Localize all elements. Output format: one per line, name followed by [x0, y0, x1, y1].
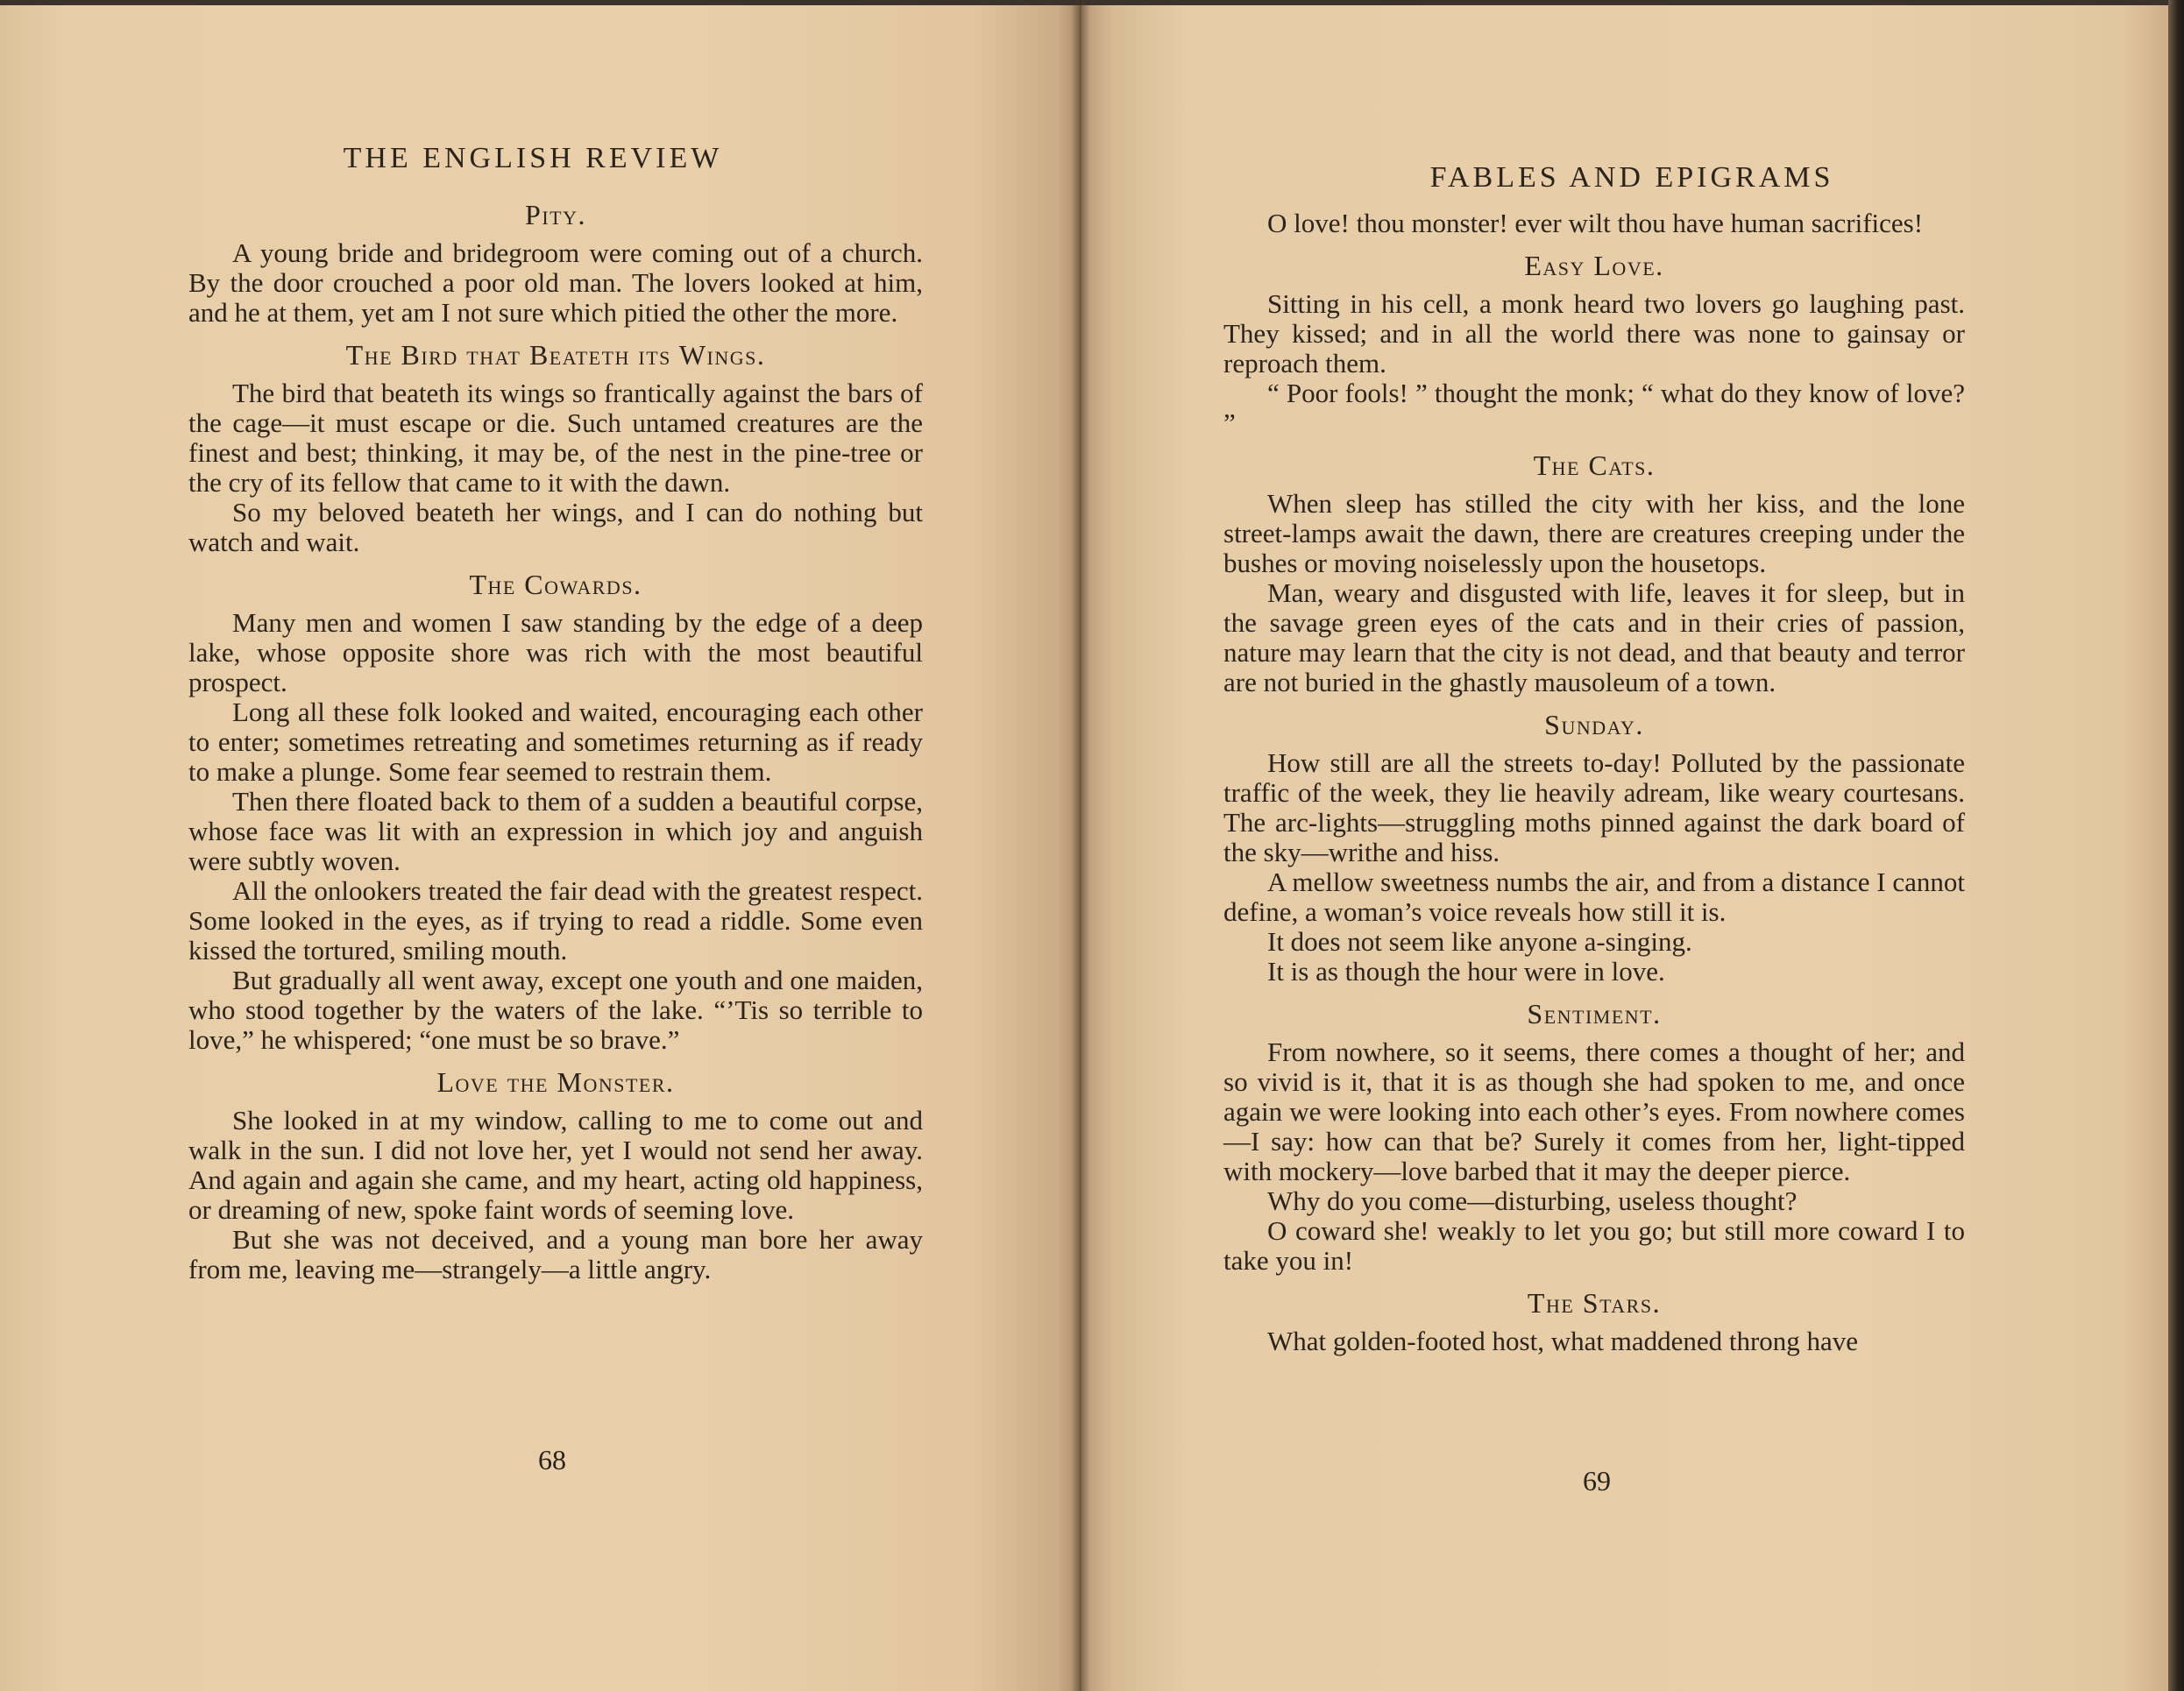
paragraph: “ Poor fools! ” thought the monk; “ what do they know of love? ” — [1223, 378, 1965, 438]
paragraph: But she was not deceived, and a young man bore her away from me, leaving me—strangely—a little angry. — [188, 1224, 923, 1284]
paragraph: A mellow sweetness numbs the air, and from a distance I cannot define, a woman’s voice reveals how still it is. — [1223, 867, 1965, 927]
running-head-left: THE ENGLISH REVIEW — [343, 142, 723, 174]
paragraph: What golden-footed host, what maddened throng have — [1267, 1326, 1859, 1356]
section-title-cowards: The Cowards. — [469, 569, 642, 600]
paragraph: She looked in at my window, calling to me to come out and walk in the sun. I did not love her, yet I would not send her away. And again and again she came, and my heart, acting old happiness, or dreaming of new, spoke faint words of seeming love. — [188, 1105, 923, 1225]
paragraph: All the onlookers treated the fair dead with the greatest respect. Some looked in the eyes, as if trying to read a riddle. Some even kissed the tortured, smiling mouth. — [188, 875, 923, 966]
paragraph: So my beloved beateth her wings, and I can do nothing but watch and wait. — [188, 497, 923, 557]
paragraph: From nowhere, so it seems, there comes a thought of her; and so vivid is it, that it is as though she had spoken to me, and once again we were looking into each other’s eyes. From nowhere comes—I say: how can that be? Surely it comes from her, light-tipped with mockery—love barbed that it may the deeper pierce. — [1223, 1037, 1965, 1186]
section-title-cats: The Cats. — [1533, 449, 1656, 481]
paragraph: It does not seem like anyone a-singing. — [1267, 926, 1692, 957]
section-title-bird: The Bird that Beateth its Wings. — [345, 339, 766, 371]
paragraph: But gradually all went away, except one youth and one maiden, who stood together by the waters of the lake. “’Tis so terrible to love,” he whispered; “one must be so brave.” — [188, 965, 923, 1055]
running-head-right: FABLES AND EPIGRAMS — [1429, 161, 1834, 194]
paragraph: It is as though the hour were in love. — [1267, 956, 1665, 987]
page-edge — [2168, 0, 2184, 1691]
section-title-pity: Pity. — [525, 199, 586, 230]
left-text-column — [188, 200, 923, 1284]
page-number-right: 69 — [1583, 1465, 1611, 1496]
paragraph: How still are all the streets to-day! Polluted by the passionate traffic of the week, they lie heavily adream, like weary courtesans. The arc-lights—struggling moths pinned against the dark board of the sky—writhe and hiss. — [1223, 747, 1965, 867]
section-title-love-the-monster: Love the Monster. — [436, 1066, 675, 1098]
section-title-easy-love: Easy Love. — [1524, 250, 1664, 281]
paragraph: O coward she! weakly to let you go; but still more coward I to take you in! — [1223, 1215, 1965, 1276]
page-number-left: 68 — [538, 1444, 566, 1475]
paragraph: The bird that beateth its wings so frantically against the bars of the cage—it must escape or die. Such untamed creatures are the finest and best; thinking, it may be, of the nest in the pine-tree or the cry of its fellow that came to it with the dawn. — [188, 378, 923, 498]
right-text-column — [1223, 209, 1965, 1356]
paragraph: A young bride and bridegroom were coming out of a church. By the door crouched a poor old man. The lovers looked at him, and he at them, yet am I not sure which pitied the other the more. — [188, 237, 923, 328]
section-title-sentiment: Sentiment. — [1527, 998, 1662, 1029]
paragraph: Many men and women I saw standing by the edge of a deep lake, whose opposite shore was rich with the most beautiful prospect. — [188, 607, 923, 697]
section-title-sunday: Sunday. — [1544, 709, 1644, 740]
left-page — [0, 5, 1080, 1691]
paragraph: Why do you come—disturbing, useless thought? — [1267, 1185, 1798, 1216]
paragraph: Then there floated back to them of a sudden a beautiful corpse, whose face was lit with an expression in which joy and anguish were subtly woven. — [188, 786, 923, 876]
paragraph: O love! thou monster! ever wilt thou have human sacrifices! — [1267, 208, 1924, 238]
paragraph: When sleep has stilled the city with her kiss, and the lone street-lamps await the dawn, there are creatures creeping under the bushes or moving noiselessly upon the housetops. — [1223, 488, 1965, 578]
book-gutter — [1071, 0, 1090, 1691]
right-page — [1080, 5, 2177, 1691]
paragraph: Man, weary and disgusted with life, leaves it for sleep, but in the savage green eyes of the cats and in their cries of passion, nature may learn that the city is not dead, and that beauty and terror are not buried in the ghastly mausoleum of a town. — [1223, 577, 1965, 697]
paragraph: Long all these folk looked and waited, encouraging each other to enter; sometimes retreating and sometimes returning as if ready to make a plunge. Some fear seemed to restrain them. — [188, 697, 923, 787]
section-title-stars: The Stars. — [1527, 1287, 1662, 1319]
paragraph: Sitting in his cell, a monk heard two lovers go laughing past. They kissed; and in all the world there was none to gainsay or reproach them. — [1223, 288, 1965, 379]
